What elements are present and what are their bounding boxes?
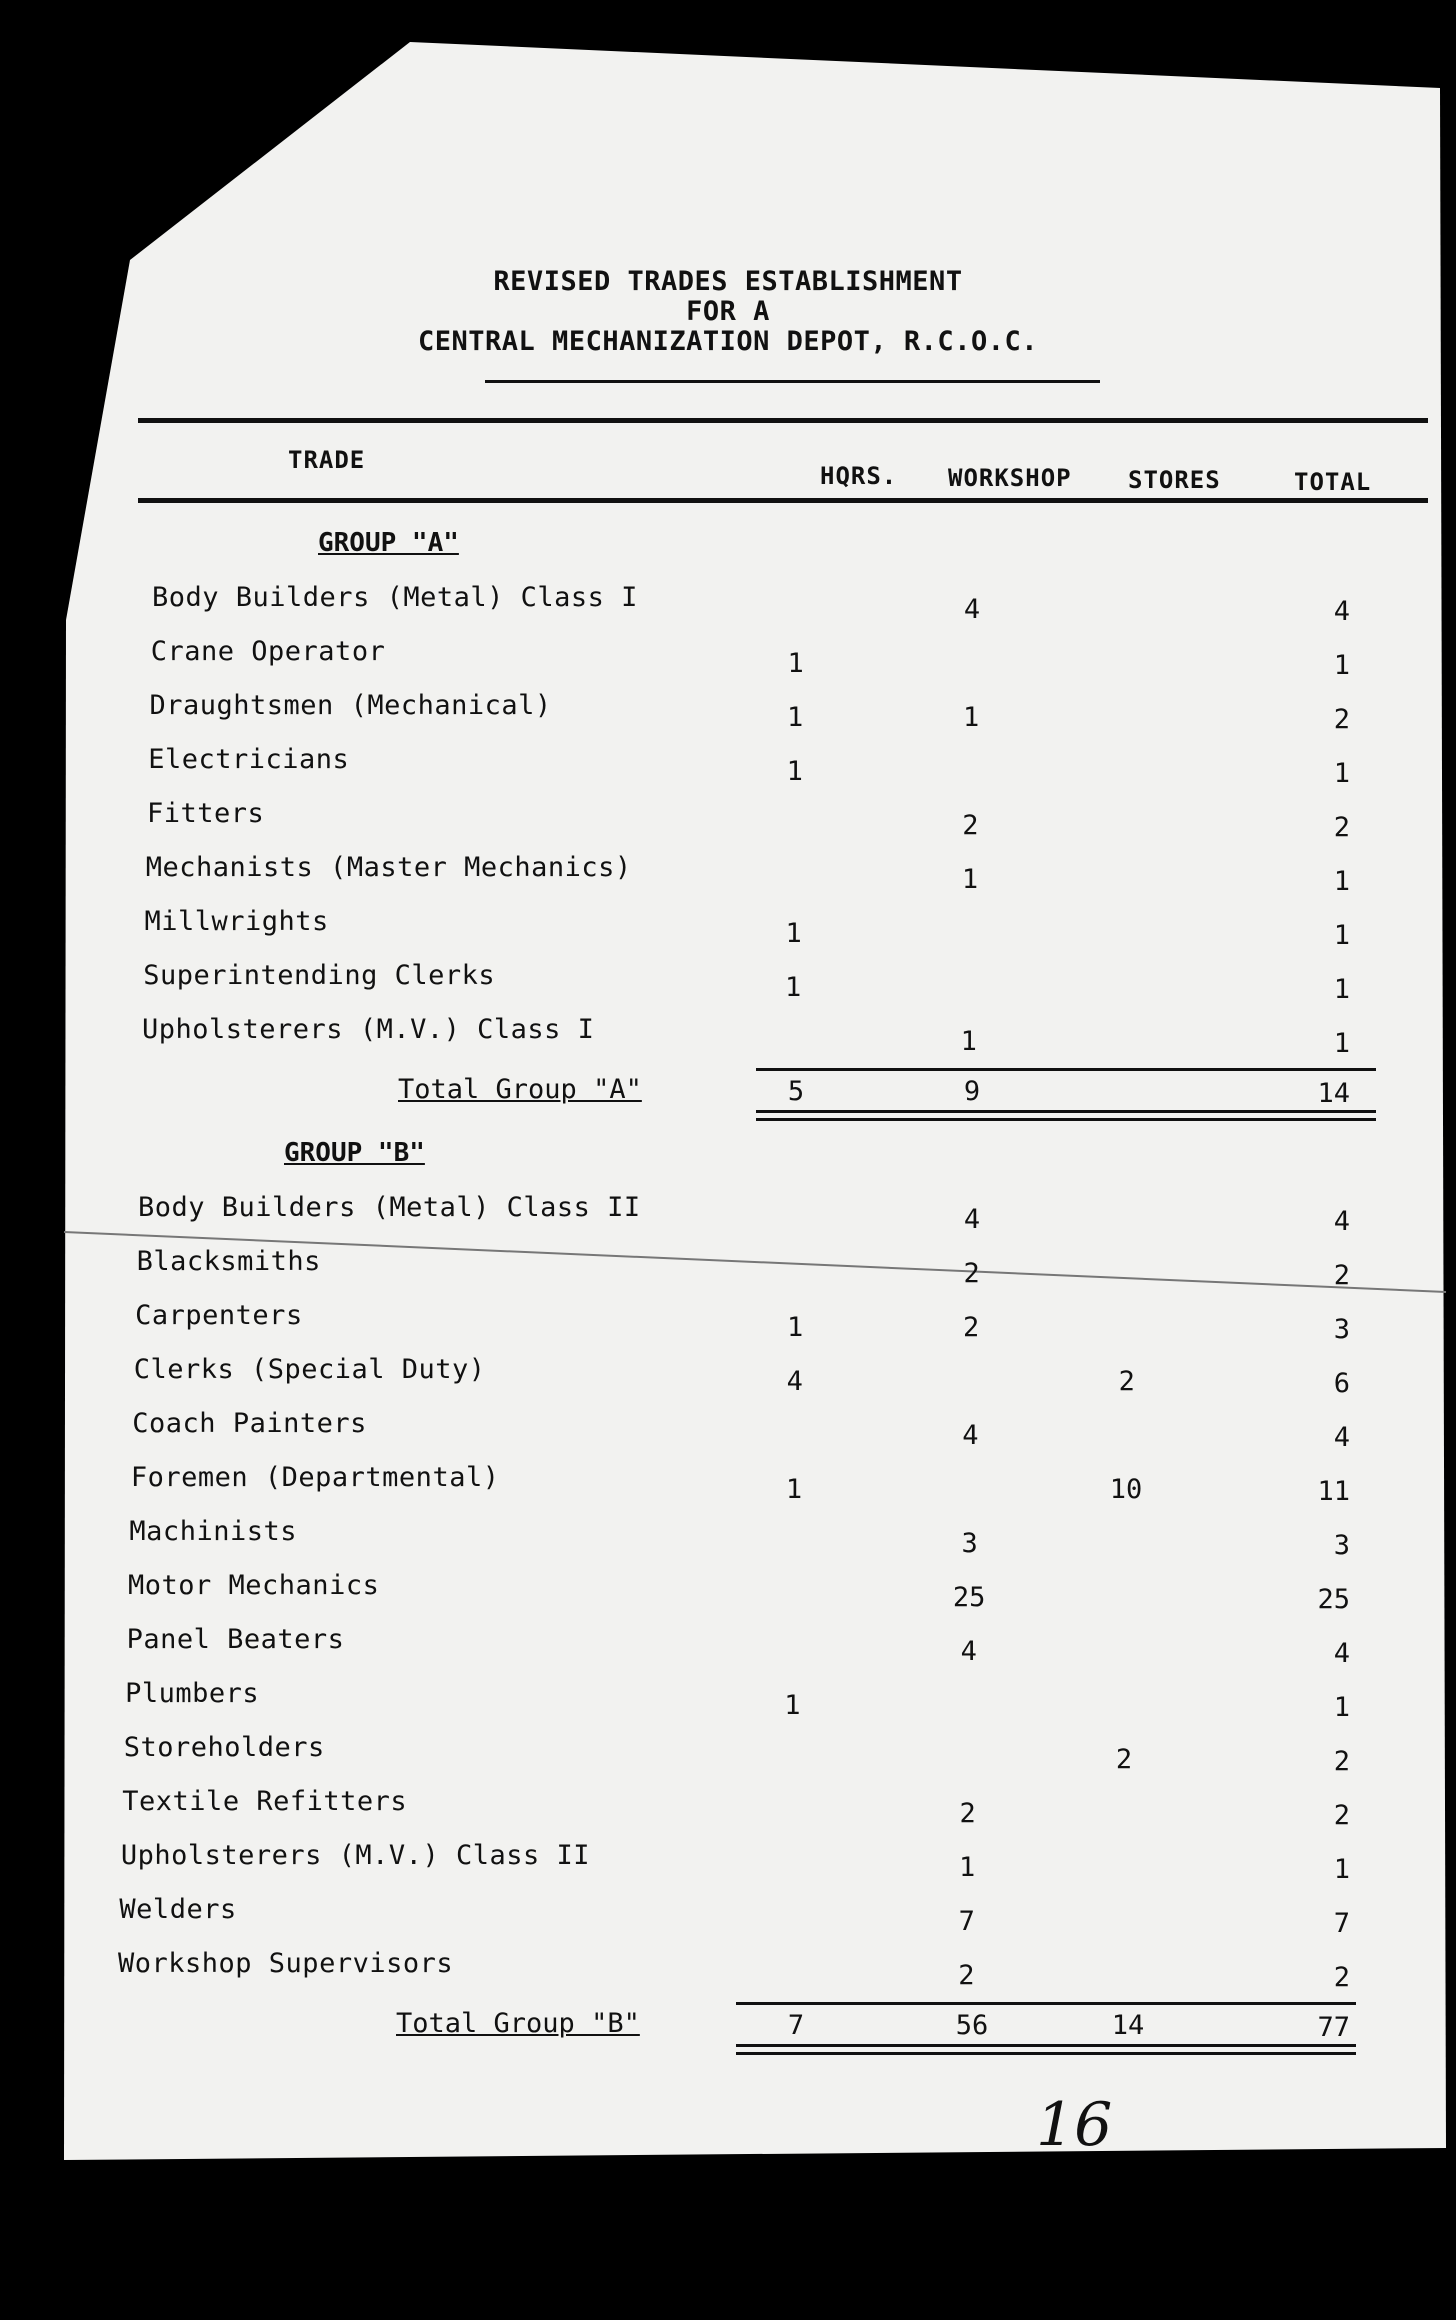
cell-total: 1 <box>1333 920 1350 951</box>
trade-name: Coach Painters <box>132 1408 367 1439</box>
trade-name: Clerks (Special Duty) <box>133 1354 486 1385</box>
total-cell-total: 77 <box>1317 2012 1350 2043</box>
title-line-1: REVISED TRADES ESTABLISHMENT <box>493 266 963 297</box>
trade-name: Welders <box>119 1894 237 1925</box>
title-underline <box>485 380 1100 383</box>
cell-total: 3 <box>1333 1314 1350 1345</box>
cell-total: 2 <box>1333 1260 1350 1291</box>
cell-total: 1 <box>1333 974 1350 1005</box>
trade-name: Fitters <box>147 798 265 829</box>
cell-workshop: 4 <box>963 1204 981 1235</box>
group-a-heading: GROUP "A" <box>318 528 459 558</box>
trade-name: Millwrights <box>144 906 329 937</box>
trade-name: Carpenters <box>135 1300 303 1331</box>
trade-name: Superintending Clerks <box>143 960 496 991</box>
cell-total: 1 <box>1333 758 1350 789</box>
trade-name: Mechanists (Master Mechanics) <box>145 852 632 883</box>
cell-stores: 2 <box>1115 1744 1133 1775</box>
cell-workshop: 1 <box>961 864 979 895</box>
trade-name: Motor Mechanics <box>128 1570 380 1601</box>
cell-workshop: 1 <box>959 1852 976 1883</box>
double-rule-bottom <box>756 1118 1376 1121</box>
total-label: Total Group "A" <box>398 1074 642 1105</box>
cell-workshop: 25 <box>952 1582 986 1613</box>
cell-workshop: 2 <box>959 1798 976 1829</box>
header-top-rule <box>138 418 1428 423</box>
trade-name: Plumbers <box>125 1678 260 1709</box>
cell-hqrs: 1 <box>784 1690 801 1721</box>
cell-total: 2 <box>1333 1746 1350 1777</box>
trade-name: Machinists <box>129 1516 297 1547</box>
double-rule-top <box>756 1110 1376 1113</box>
column-header-stores: STORES <box>1128 466 1221 494</box>
cell-total: 2 <box>1333 704 1350 735</box>
cell-workshop: 7 <box>958 1906 975 1937</box>
cell-total: 2 <box>1333 812 1350 843</box>
cell-stores: 10 <box>1109 1474 1143 1505</box>
trade-name: Upholsterers (M.V.) Class I <box>142 1014 595 1045</box>
trade-name: Blacksmiths <box>136 1246 321 1277</box>
cell-workshop: 4 <box>962 1420 979 1451</box>
cell-total: 4 <box>1333 1422 1350 1453</box>
cell-workshop: 4 <box>960 1636 977 1667</box>
cell-hqrs: 1 <box>785 972 802 1003</box>
double-rule-top <box>736 2044 1356 2047</box>
trade-name: Body Builders (Metal) Class I <box>152 582 638 613</box>
trade-name: Panel Beaters <box>126 1624 345 1655</box>
cell-total: 3 <box>1333 1530 1350 1561</box>
cell-hqrs: 1 <box>785 1474 803 1505</box>
cell-hqrs: 4 <box>786 1366 803 1397</box>
cell-workshop: 2 <box>962 810 979 841</box>
group-b-heading: GROUP "B" <box>284 1138 425 1168</box>
cell-total: 4 <box>1333 1638 1350 1669</box>
title-line-3: CENTRAL MECHANIZATION DEPOT, R.C.O.C. <box>418 326 1038 357</box>
trade-name: Crane Operator <box>150 636 386 667</box>
cell-stores: 2 <box>1118 1366 1135 1397</box>
double-rule-bottom <box>736 2052 1356 2055</box>
cell-total: 2 <box>1333 1962 1350 1993</box>
cell-total: 4 <box>1333 1206 1350 1237</box>
trade-name: Upholsterers (M.V.) Class II <box>120 1840 590 1871</box>
cell-hqrs: 1 <box>787 702 804 733</box>
total-cell-workshop: 56 <box>955 2010 989 2041</box>
cell-workshop: 2 <box>963 1312 980 1343</box>
total-label: Total Group "B" <box>396 2008 640 2039</box>
total-cell-total: 14 <box>1317 1078 1350 1109</box>
cell-hqrs: 1 <box>787 648 804 679</box>
cell-total: 25 <box>1317 1584 1350 1615</box>
cell-workshop: 1 <box>960 1026 977 1057</box>
cell-total: 1 <box>1333 1028 1350 1059</box>
trade-name: Body Builders (Metal) Class II <box>138 1192 641 1223</box>
column-header-workshop: WORKSHOP <box>948 464 1072 492</box>
title-line-2: FOR A <box>686 296 770 327</box>
cell-workshop: 3 <box>961 1528 978 1559</box>
cell-hqrs: 1 <box>786 756 803 787</box>
cell-total: 1 <box>1333 866 1350 897</box>
trade-name: Storeholders <box>123 1732 325 1763</box>
total-cell-hqrs: 5 <box>787 1076 805 1107</box>
cell-total: 6 <box>1333 1368 1350 1399</box>
cell-workshop: 2 <box>963 1258 980 1289</box>
column-header-total: TOTAL <box>1294 468 1372 496</box>
cell-total: 7 <box>1333 1908 1350 1939</box>
cell-total: 1 <box>1333 650 1350 681</box>
trade-name: Workshop Supervisors <box>118 1948 454 1979</box>
cell-total: 1 <box>1333 1854 1350 1885</box>
header-bottom-rule <box>138 498 1428 503</box>
trade-name: Foremen (Departmental) <box>130 1462 500 1493</box>
cell-total: 2 <box>1333 1800 1350 1831</box>
cell-hqrs: 1 <box>785 918 802 949</box>
trade-name: Draughtsmen (Mechanical) <box>149 690 552 721</box>
cell-total: 4 <box>1333 596 1350 627</box>
total-cell-hqrs: 7 <box>787 2010 805 2041</box>
cell-total: 11 <box>1317 1476 1350 1507</box>
total-cell-stores: 14 <box>1111 2010 1145 2041</box>
column-header-trade: TRADE <box>288 446 366 474</box>
cell-workshop: 1 <box>963 702 980 733</box>
handwritten-page-number: 16 <box>1036 2090 1113 2160</box>
subtotal-rule <box>756 1068 1376 1071</box>
trade-name: Textile Refitters <box>122 1786 408 1817</box>
subtotal-rule <box>736 2002 1356 2005</box>
total-cell-workshop: 9 <box>963 1076 981 1107</box>
column-header-hqrs: HQRS. <box>820 462 898 490</box>
trade-name: Electricians <box>148 744 350 775</box>
cell-workshop: 4 <box>963 594 981 625</box>
cell-total: 1 <box>1333 1692 1350 1723</box>
cell-workshop: 2 <box>958 1960 975 1991</box>
cell-hqrs: 1 <box>787 1312 804 1343</box>
